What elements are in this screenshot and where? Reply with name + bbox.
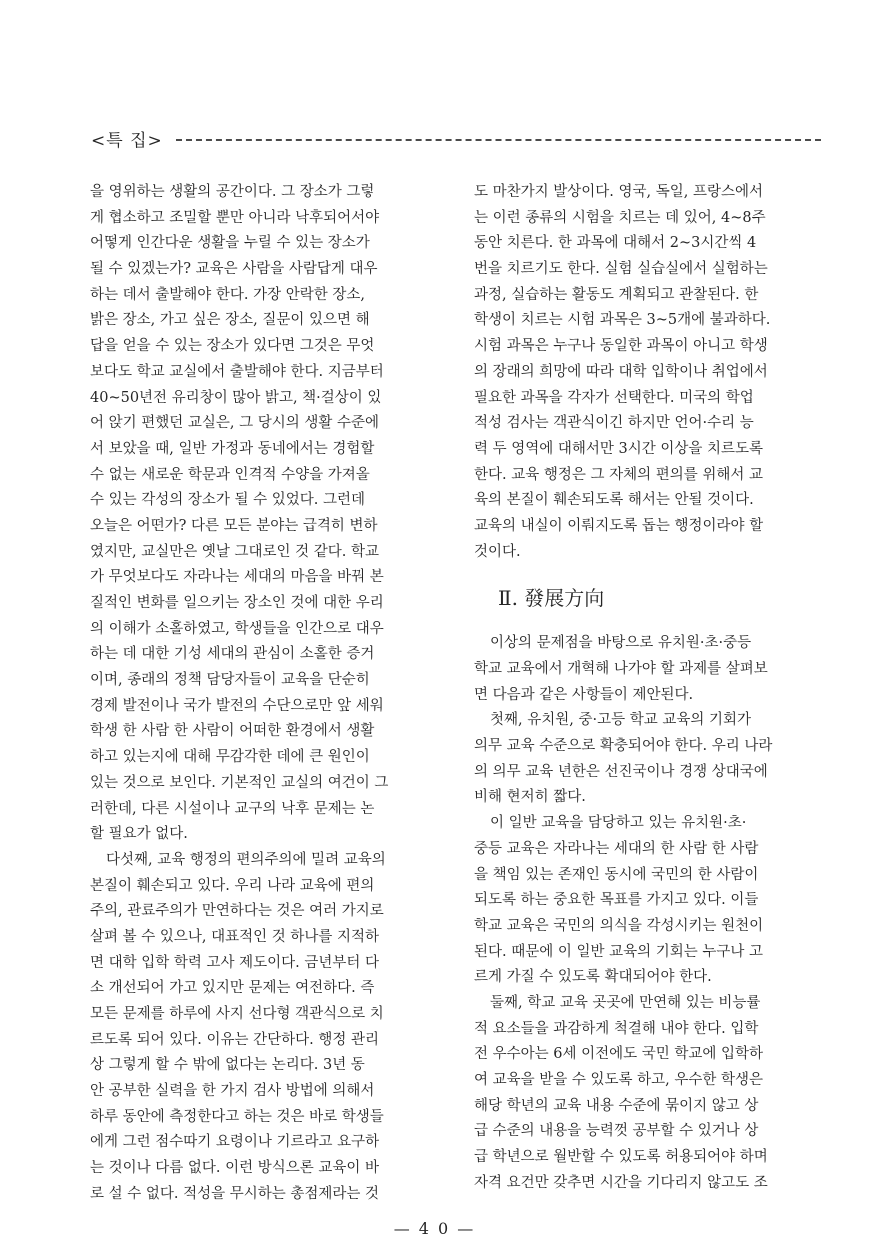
section-heading: Ⅱ. 發展方向: [498, 586, 605, 611]
text-line: 전 우수아는 6세 이전에도 국민 학교에 입학하: [474, 1046, 764, 1063]
text-line: 이상의 문제점을 바탕으로 유치원·초·중등: [490, 635, 752, 652]
page-number: — 4 0 —: [393, 1219, 476, 1238]
text-line: 게 협소하고 조밀할 뿐만 아니라 낙후되어서야: [90, 209, 380, 226]
text-line: 가 무엇보다도 자라나는 세대의 마음을 바꿔 본: [90, 569, 384, 586]
text-line: 급 학년으로 월반할 수 있도록 허용되어야 하며: [474, 1149, 768, 1166]
text-line: 의 장래의 희망에 따라 대학 입학이나 취업에서: [474, 363, 768, 380]
text-line: 하고 있는지에 대해 무감각한 데에 큰 원인이: [90, 749, 370, 766]
text-line: 의 이해가 소홀하였고, 학생들을 인간으로 대우: [90, 620, 384, 637]
text-line: 살펴 볼 수 있으나, 대표적인 것 하나를 지적하: [90, 928, 379, 945]
text-line: 르게 가질 수 있도록 확대되어야 한다.: [474, 969, 712, 986]
text-line: 경제 발전이나 국가 발전의 수단으로만 앞 세워: [90, 697, 384, 714]
text-line: 한다. 교육 행정은 그 자체의 편의를 위해서 교: [474, 466, 763, 483]
text-line: 도 마찬가지 발상이다. 영국, 독일, 프랑스에서: [474, 184, 763, 200]
text-line: 면 대학 입학 학력 고사 제도이다. 금년부터 다: [90, 954, 379, 971]
text-line: 수 없는 새로운 학문과 인격적 수양을 가져올: [90, 466, 370, 483]
text-line: 적성 검사는 객관식이긴 하지만 언어·수리 능: [474, 415, 754, 432]
text-line: 할 필요가 없다.: [90, 826, 188, 843]
text-line: 여 교육을 받을 수 있도록 하고, 우수한 학생은: [474, 1072, 763, 1088]
text-line: 첫째, 유치원, 중·고등 학교 교육의 기회가: [490, 712, 751, 729]
text-line: 동안 치른다. 한 과목에 대해서 2~3시간씩 4: [474, 235, 757, 252]
text-line: 면 다음과 같은 사항들이 제안된다.: [474, 686, 694, 703]
text-line: 는 이런 종류의 시험을 치르는 데 있어, 4~8주: [474, 209, 766, 226]
text-line: 하루 동안에 측정한다고 하는 것은 바로 학생들: [90, 1108, 384, 1125]
text-line: 40~50년전 유리창이 많아 밝고, 책·걸상이 있: [90, 389, 382, 406]
text-line: 주의, 관료주의가 만연하다는 것은 여러 가지로: [90, 903, 384, 920]
text-line: 둘째, 학교 교육 곳곳에 만연해 있는 비능률: [490, 994, 761, 1011]
text-line: 된다. 때문에 이 일반 교육의 기회는 누구나 고: [474, 943, 763, 960]
text-line: 소 개선되어 가고 있지만 문제는 여전하다. 즉: [90, 980, 375, 997]
text-line: 을 영위하는 생활의 공간이다. 그 장소가 그렇: [90, 184, 375, 200]
header-dashed-rule: [176, 139, 821, 141]
text-line: 르도록 되어 있다. 이유는 간단하다. 행정 관리: [90, 1031, 379, 1048]
text-line: 로 설 수 없다. 적성을 무시하는 총점제라는 것: [90, 1185, 379, 1202]
text-line: 다섯째, 교육 행정의 편의주의에 밀려 교육의: [106, 851, 386, 868]
text-line: 학생이 치르는 시험 과목은 3~5개에 불과하다.: [474, 312, 771, 329]
text-line: 것이다.: [474, 543, 521, 560]
text-line: 러한데, 다른 시설이나 교구의 낙후 문제는 논: [90, 800, 375, 817]
text-line: 답을 얻을 수 있는 장소가 있다면 그것은 무엇: [90, 338, 375, 355]
text-line: 상 그렇게 할 수 밖에 없다는 논리다. 3년 동: [90, 1057, 365, 1074]
left-column: [90, 180, 446, 1208]
text-line: 이 일반 교육을 담당하고 있는 유치원·초·: [490, 815, 747, 832]
text-line: 시험 과목은 누구나 동일한 과목이 아니고 학생: [474, 338, 768, 355]
text-line: 중등 교육은 자라나는 세대의 한 사람 한 사람: [474, 840, 759, 857]
text-line: 오늘은 어떤가? 다른 모든 분야는 급격히 변하: [90, 517, 378, 534]
text-line: 학교 교육에서 개혁해 나가야 할 과제를 살펴보: [474, 661, 768, 677]
text-line: 수 있는 각성의 장소가 될 수 있었다. 그런데: [90, 492, 365, 509]
text-line: 하는 데서 출발해야 한다. 가장 안락한 장소,: [90, 286, 365, 303]
right-column: [474, 180, 830, 1196]
text-line: 본질이 훼손되고 있다. 우리 나라 교육에 편의: [90, 877, 375, 894]
text-line: 의무 교육 수준으로 확충되어야 한다. 우리 나라: [474, 738, 773, 755]
text-line: 력 두 영역에 대해서만 3시간 이상을 치르도록: [474, 440, 764, 457]
text-line: 였지만, 교실만은 옛날 그대로인 것 같다. 학교: [90, 543, 379, 560]
text-line: 급 수준의 내용을 능력껏 공부할 수 있거나 상: [474, 1123, 759, 1140]
text-line: 될 수 있겠는가? 교육은 사람을 사람답게 대우: [90, 261, 378, 278]
text-line: 하는 데 대한 기성 세대의 관심이 소홀한 증거: [90, 646, 375, 663]
text-line: 육의 본질이 훼손되도록 해서는 안될 것이다.: [474, 492, 754, 509]
text-line: 필요한 과목을 각자가 선택한다. 미국의 학업: [474, 389, 754, 406]
text-line: 는 것이나 다름 없다. 이런 방식으론 교육이 바: [90, 1160, 379, 1177]
right-column-bottom-text: [474, 631, 830, 1196]
text-line: 을 책임 있는 존재인 동시에 국민의 한 사람이: [474, 866, 759, 883]
text-line: 해당 학년의 교육 내용 수준에 묶이지 않고 상: [474, 1097, 759, 1114]
section-label: <특 집>: [91, 131, 163, 151]
text-line: 어 앉기 편했던 교실은, 그 당시의 생활 수준에: [90, 415, 379, 432]
text-line: 이며, 종래의 정책 담당자들이 교육을 단순히: [90, 672, 370, 689]
text-line: 안 공부한 실력을 한 가지 검사 방법에 의해서: [90, 1083, 375, 1100]
text-line: 밝은 장소, 가고 싶은 장소, 질문이 있으면 해: [90, 312, 370, 329]
text-line: 보다도 학교 교실에서 출발해야 한다. 지금부터: [90, 363, 384, 380]
right-column-top-text: [474, 180, 830, 565]
text-line: 질적인 변화를 일으키는 장소인 것에 대한 우리: [90, 595, 384, 611]
text-line: 있는 것으로 보인다. 기본적인 교실의 여건이 그: [90, 774, 389, 791]
text-line: 의 의무 교육 년한은 선진국이나 경쟁 상대국에: [474, 763, 768, 780]
section-header: [91, 126, 821, 154]
text-line: 교육의 내실이 이뤄지도록 돕는 행정이라야 할: [474, 517, 764, 534]
text-line: 비해 현저히 짧다.: [474, 789, 586, 806]
text-line: 되도록 하는 중요한 목표를 가지고 있다. 이들: [474, 892, 759, 909]
text-line: 에게 그런 점수따기 요령이나 기르라고 요구하: [90, 1134, 380, 1151]
text-line: 모든 문제를 하루에 사지 선다형 객관식으로 치: [90, 1006, 384, 1022]
text-line: 학생 한 사람 한 사람이 어떠한 환경에서 생활: [90, 723, 375, 740]
text-line: 번을 치르기도 한다. 실험 실습실에서 실험하는: [474, 261, 768, 278]
text-line: 과정, 실습하는 활동도 계획되고 관찰된다. 한: [474, 286, 759, 303]
text-line: 학교 교육은 국민의 의식을 각성시키는 원천이: [474, 917, 764, 934]
text-line: 적 요소들을 과감하게 척결해 내야 한다. 입학: [474, 1020, 759, 1037]
text-line: 서 보았을 때, 일반 가정과 동네에서는 경험할: [90, 440, 375, 457]
text-line: 자격 요건만 갖추면 시간을 기다리지 않고도 조: [474, 1174, 768, 1191]
text-line: 어떻게 인간다운 생활을 누릴 수 있는 장소가: [90, 235, 370, 252]
